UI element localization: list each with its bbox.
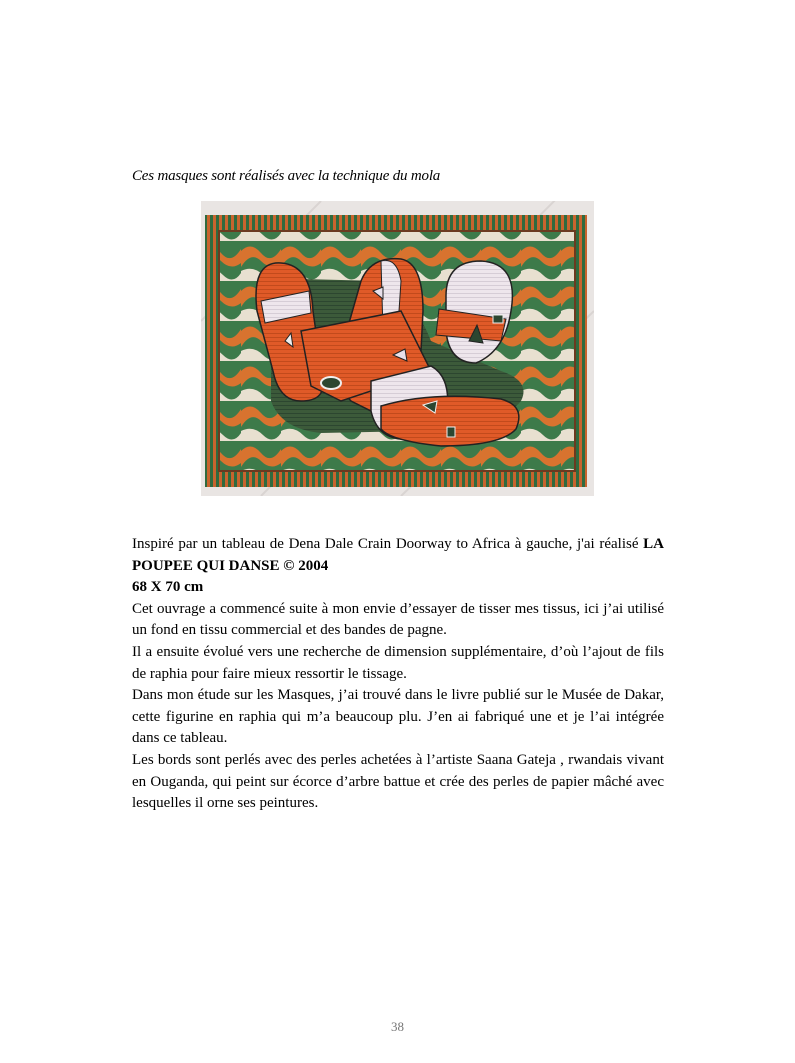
intro-caption: Ces masques sont réalisés avec la technique du mola [132, 168, 441, 184]
intro-text: Inspiré par un tableau de Dena Dale Crain Doorway to Africa à gauche, j'ai réalisé [132, 536, 644, 552]
page-number: 38 [391, 1019, 404, 1034]
paragraph-5: Les bords sont perlés avec des perles achetées à l’artiste Saana Gateja , rwandais vivant en Ouganda, qui peint sur écorce d’arbre battue et crée des perles de papier mâché avec lesquelles il orne ses peintures. [132, 751, 664, 812]
paragraph-3: Il a ensuite évolué vers une recherche de dimension supplémentaire, d’où l’ajout de fils de raphia pour faire mieux ressortir le tissage. [132, 643, 664, 682]
body-text [132, 534, 664, 815]
artwork-title: LA POUPEE QUI DANSE © 2004 [132, 536, 664, 574]
paragraph-intro [132, 534, 664, 577]
artwork-illustration [201, 201, 594, 496]
paragraph-2: Cet ouvrage a commencé suite à mon envie d’essayer de tisser mes tissus, ici j’ai utilisé un fond en tissu commercial et des bandes de pagne. [132, 600, 664, 639]
mola-artwork-photo [201, 201, 594, 496]
paragraph-4: Dans mon étude sur les Masques, j’ai trouvé dans le livre publié sur le Musée de Dakar, cette figurine en raphia qui m’a beaucoup plu. J’en ai fabriqué une et je l’ai intégrée dans ce tableau. [132, 687, 664, 747]
artwork-dimensions: 68 X 70 cm [132, 579, 204, 596]
